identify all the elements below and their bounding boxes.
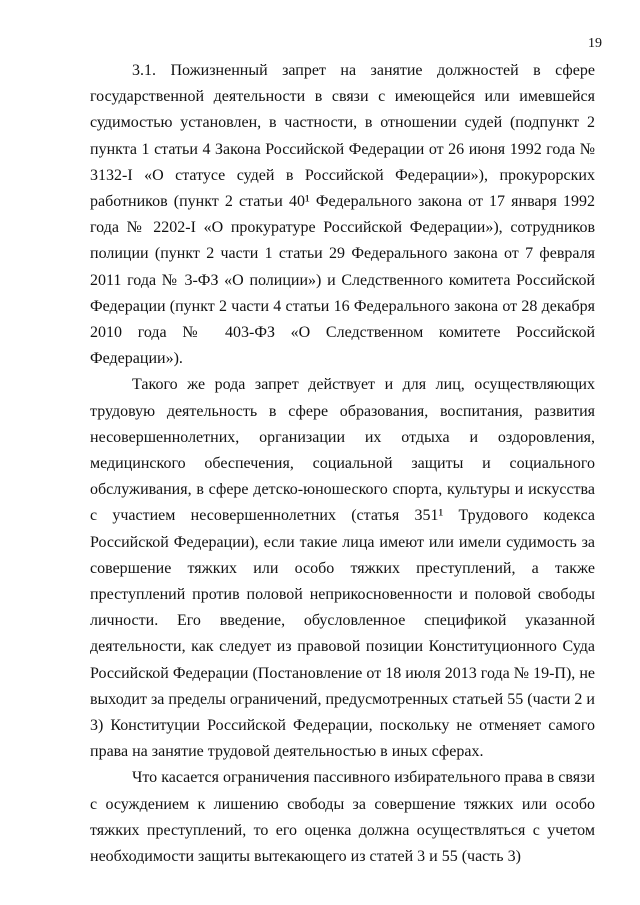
document-body xyxy=(90,58,595,870)
paragraph-1: 3.1. Пожизненный запрет на занятие должностей в сфере государственной деятельности в связи с имеющейся или имевшейся судимостью установлен, в частности, в отношении судей (подпункт 2 пункта 1 статьи 4 Закона Российской Федерации от 26 июня 1992 года № 3132-I «О статусе судей в Российской Федерации»), прокурорских работников (пункт 2 статьи 40¹ Федерального закона от 17 января 1992 года № 2202-I «О прокуратуре Российской Федерации»), сотрудников полиции (пункт 2 части 1 статьи 29 Федерального закона от 7 февраля 2011 года № 3-ФЗ «О полиции») и Следственного комитета Российской Федерации (пункт 2 части 4 статьи 16 Федерального закона от 28 декабря 2010 года № 403-ФЗ «О Следственном комитете Российской Федерации»). xyxy=(90,62,595,368)
page-number: 19 xyxy=(588,36,602,51)
paragraph-2: Такого же рода запрет действует и для лиц, осуществляющих трудовую деятельность в сфере образования, воспитания, развития несовершеннолетних, организации их отдыха и оздоровления, медицинского обеспечения, социальной защиты и социального обслуживания, в сфере детско-юношеского спорта, культуры и искусства с участием несовершеннолетних (статья 351¹ Трудового кодекса Российской Федерации), если такие лица имеют или имели судимость за совершение тяжких или особо тяжких преступлений, а также преступлений против половой неприкосновенности и половой свободы личности. Его введение, обусловленное спецификой указанной деятельности, как следует из правовой позиции Конституционного Суда Российской Федерации (Постановление от 18 июля 2013 года № 19-П), не выходит за пределы ограничений, предусмотренных статьей 55 (части 2 и 3) Конституции Российской Федерации, поскольку не отменяет самого права на занятие трудовой деятельностью в иных сферах. xyxy=(90,376,595,761)
paragraph-3: Что касается ограничения пассивного избирательного права в связи с осуждением к лишению свободы за совершение тяжких или особо тяжких преступлений, то его оценка должна осуществляться с учетом необходимости защиты вытекающего из статей 3 и 55 (часть 3) xyxy=(90,769,595,866)
